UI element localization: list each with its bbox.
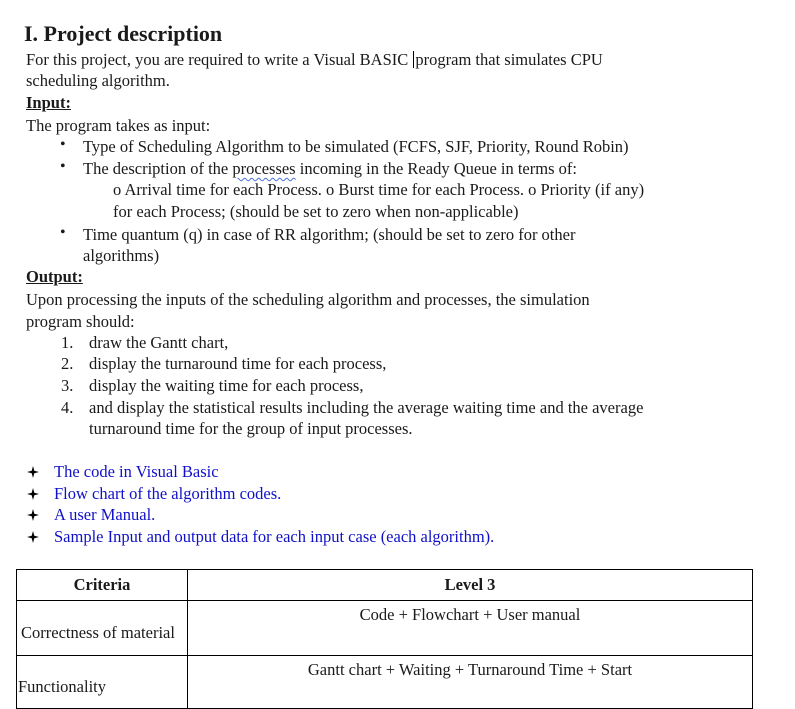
output-item-text: display the waiting time for each process, xyxy=(89,376,364,395)
output-lead-line-1: Upon processing the inputs of the scheduling algorithm and processes, the simulation xyxy=(26,290,590,309)
input-heading: Input: xyxy=(26,93,71,112)
output-item-number: 4. xyxy=(61,398,74,417)
deliverable-item: Sample Input and output data for each input case (each algorithm). xyxy=(54,527,495,546)
input-sub-line-2: for each Process; (should be set to zero when non-applicable) xyxy=(113,202,519,221)
table-cell-level: Gantt chart + Waiting + Turnaround Time + Start xyxy=(188,656,753,709)
deliverable-item: The code in Visual Basic xyxy=(54,462,219,481)
bullet-dot-icon: • xyxy=(60,158,66,175)
bullet-dot-icon: • xyxy=(60,136,66,153)
output-item-text: and display the statistical results including the average waiting time and the average xyxy=(89,398,644,417)
spellcheck-word: processes xyxy=(232,159,296,178)
intro-text-before-caret: For this project, you are required to write a Visual BASIC xyxy=(26,50,409,69)
output-item-number: 1. xyxy=(61,333,74,352)
output-lead-line-2: program should: xyxy=(26,312,135,331)
table-header-level-3: Level 3 xyxy=(188,570,753,601)
table-row xyxy=(17,656,753,709)
input-bullet-2 xyxy=(83,158,577,179)
output-item-number: 3. xyxy=(61,376,74,395)
table-header-criteria: Criteria xyxy=(17,570,188,601)
input-bullet-1: Type of Scheduling Algorithm to be simulated (FCFS, SJF, Priority, Round Robin) xyxy=(83,137,629,156)
intro-line-2: scheduling algorithm. xyxy=(26,71,170,90)
bullet-2-text-after: incoming in the Ready Queue in terms of: xyxy=(295,159,577,178)
four-point-star-icon xyxy=(27,531,39,543)
page-title: I. Project description xyxy=(24,21,223,46)
input-lead: The program takes as input: xyxy=(26,116,211,135)
intro-text-after-caret: program that simulates CPU xyxy=(415,50,603,69)
output-item-4-line-2: turnaround time for the group of input processes. xyxy=(89,419,413,438)
four-point-star-icon xyxy=(27,488,39,500)
table-cell-criteria: Functionality xyxy=(17,656,188,709)
deliverable-item: Flow chart of the algorithm codes. xyxy=(54,484,282,503)
deliverable-item: A user Manual. xyxy=(54,505,156,524)
table-cell-level: Code + Flowchart + User manual xyxy=(188,601,753,656)
table-row xyxy=(17,601,753,656)
bullet-2-text-before: The description of the xyxy=(83,159,233,178)
four-point-star-icon xyxy=(27,509,39,521)
bullet-dot-icon: • xyxy=(60,224,66,241)
input-sub-line-1: o Arrival time for each Process. o Burst time for each Process. o Priority (if any) xyxy=(113,180,645,199)
four-point-star-icon xyxy=(27,466,39,478)
output-item-text: draw the Gantt chart, xyxy=(89,333,229,352)
intro-line-1 xyxy=(26,49,603,70)
input-bullet-3-line-1: Time quantum (q) in case of RR algorithm; (should be set to zero for other xyxy=(83,225,576,244)
output-heading: Output: xyxy=(26,267,83,286)
criteria-table xyxy=(16,569,753,709)
output-item-number: 2. xyxy=(61,354,74,373)
output-item-text: display the turnaround time for each process, xyxy=(89,354,387,373)
table-header-row xyxy=(17,570,753,601)
input-bullet-3-line-2: algorithms) xyxy=(83,246,160,265)
table-cell-criteria: Correctness of material xyxy=(17,601,188,656)
